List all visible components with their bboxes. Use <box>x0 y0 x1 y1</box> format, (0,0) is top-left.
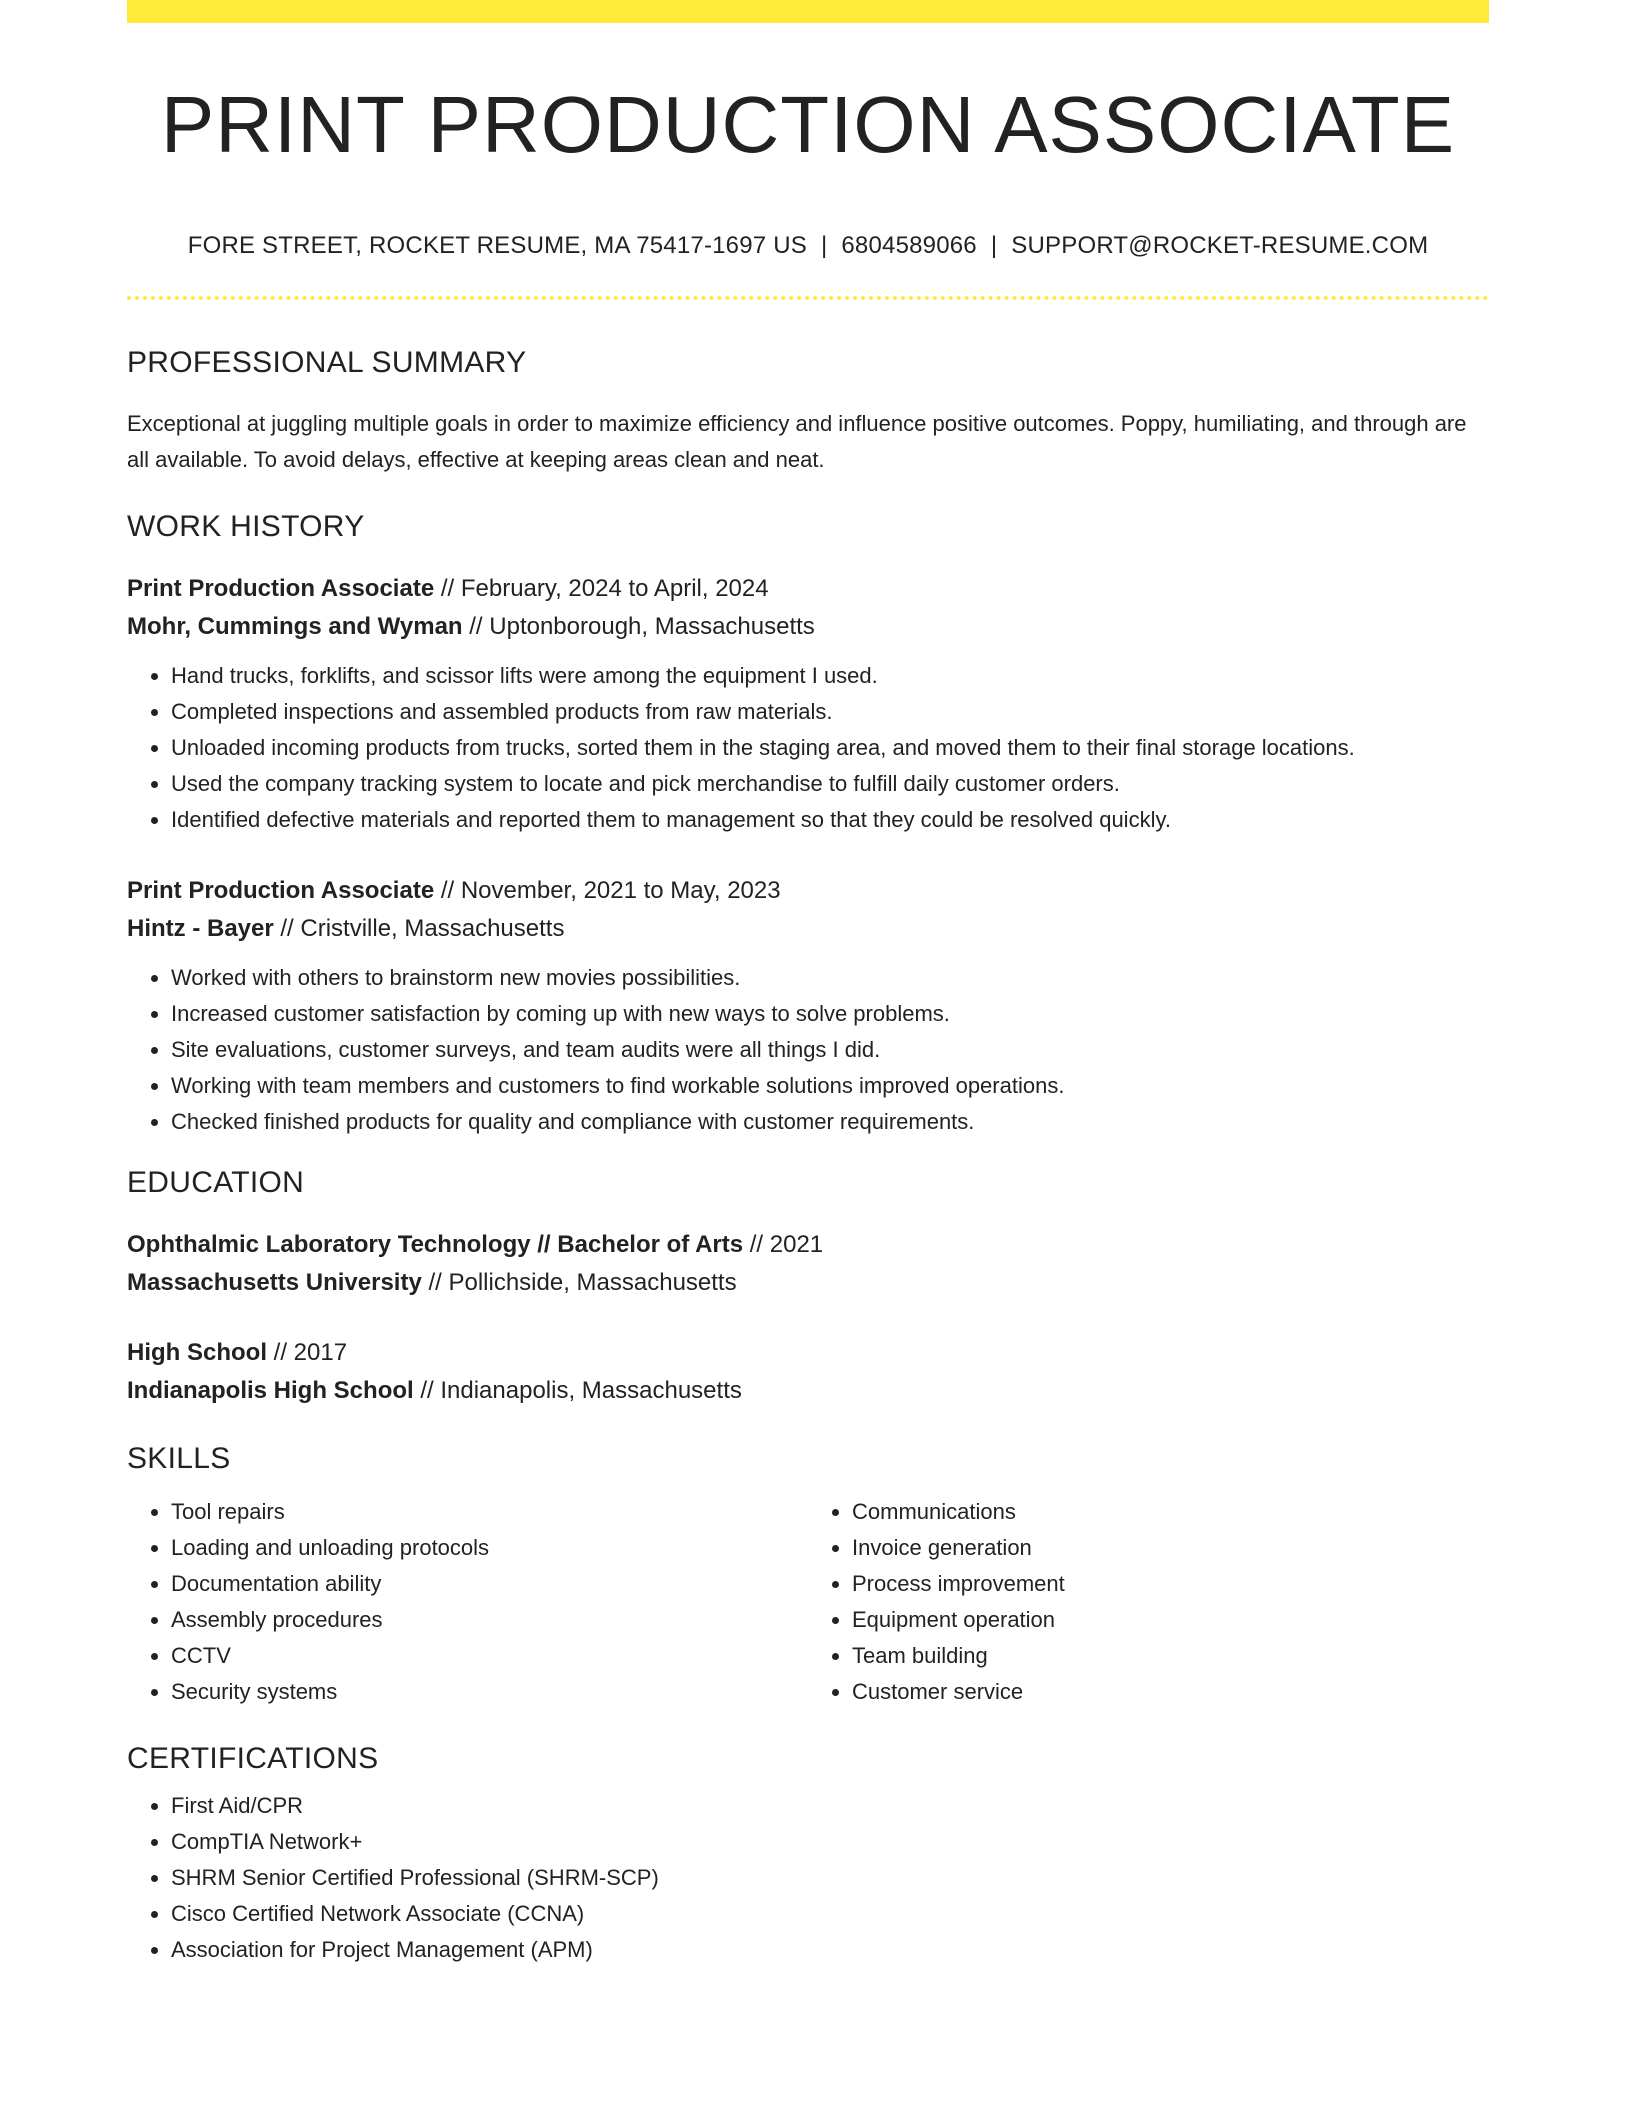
certifications-list <box>127 1788 1489 1968</box>
job-company: Mohr, Cummings and Wyman <box>127 613 463 640</box>
contact-line <box>127 232 1489 260</box>
job-bullet: • Identified defective materials and reported them to management so that they could be resolved quickly. <box>171 802 1489 838</box>
skills-columns <box>127 1494 1489 1710</box>
job-title-line <box>127 872 1489 910</box>
job-title-line <box>127 570 1489 608</box>
skills-heading: SKILLS <box>127 1442 231 1475</box>
summary-text: Exceptional at juggling multiple goals in order to maximize efficiency and influence positive outcomes. Poppy, humiliating, and through are all available. To avoid delays, effective at keeping areas clean and neat. <box>127 411 1467 472</box>
job-bullet: • Worked with others to brainstorm new movies possibilities. <box>171 960 1489 996</box>
job-bullet: • Working with team members and customers to find workable solutions improved operations. <box>171 1068 1489 1104</box>
education-entry <box>127 1334 1489 1410</box>
job-company-line <box>127 910 1489 948</box>
contact-email: SUPPORT@ROCKET-RESUME.COM <box>1011 232 1429 259</box>
accent-top-bar <box>127 0 1489 23</box>
job-company: Hintz - Bayer <box>127 915 274 942</box>
job-company-line <box>127 608 1489 646</box>
job-bullet: • Site evaluations, customer surveys, and team audits were all things I did. <box>171 1032 1489 1068</box>
contact-phone: 6804589066 <box>841 232 977 259</box>
certifications-heading: CERTIFICATIONS <box>127 1742 379 1775</box>
education-location: // Pollichside, Massachusetts <box>421 1269 737 1296</box>
skill-item: • Tool repairs <box>171 1494 808 1530</box>
education-entry <box>127 1226 1489 1302</box>
resume-page <box>127 0 1489 1968</box>
skill-item: • Team building <box>852 1638 1489 1674</box>
job-dates: // November, 2021 to May, 2023 <box>434 877 781 904</box>
job-bullet: • Hand trucks, forklifts, and scissor lifts were among the equipment I used. <box>171 658 1489 694</box>
education-year: // 2017 <box>267 1339 348 1366</box>
education-school: Massachusetts University <box>127 1269 422 1296</box>
education-degree: Ophthalmic Laboratory Technology // Bachelor of Arts <box>127 1231 744 1258</box>
education-year: // 2021 <box>743 1231 824 1258</box>
contact-address: FORE STREET, ROCKET RESUME, MA 75417-1697 US <box>187 232 807 259</box>
skill-item: • Customer service <box>852 1674 1489 1710</box>
certification-item: • CompTIA Network+ <box>171 1824 1489 1860</box>
resume-name: PRINT PRODUCTION ASSOCIATE <box>160 80 1456 169</box>
skill-item: • Communications <box>852 1494 1489 1530</box>
job-bullet: • Used the company tracking system to locate and pick merchandise to fulfill daily customer orders. <box>171 766 1489 802</box>
summary-heading: PROFESSIONAL SUMMARY <box>127 346 527 379</box>
certification-item: • Cisco Certified Network Associate (CCNA) <box>171 1896 1489 1932</box>
skill-item: • Security systems <box>171 1674 808 1710</box>
skill-item: • Process improvement <box>852 1566 1489 1602</box>
education-degree-line <box>127 1226 1489 1264</box>
job-entry <box>127 872 1489 1140</box>
job-bullets <box>127 960 1489 1140</box>
certification-item: • Association for Project Management (APM) <box>171 1932 1489 1968</box>
education-location: // Indianapolis, Massachusetts <box>413 1377 742 1404</box>
job-dates: // February, 2024 to April, 2024 <box>434 575 769 602</box>
job-bullet: • Completed inspections and assembled products from raw materials. <box>171 694 1489 730</box>
dotted-divider <box>127 296 1489 300</box>
certification-item: • First Aid/CPR <box>171 1788 1489 1824</box>
job-bullet: • Checked finished products for quality and compliance with customer requirements. <box>171 1104 1489 1140</box>
skills-list-left <box>127 1494 808 1710</box>
skill-item: • Documentation ability <box>171 1566 808 1602</box>
education-school-line <box>127 1264 1489 1302</box>
job-bullet: • Unloaded incoming products from trucks, sorted them in the staging area, and moved them to their final storage locations. <box>171 730 1489 766</box>
job-bullet: • Increased customer satisfaction by coming up with new ways to solve problems. <box>171 996 1489 1032</box>
skill-item: • Assembly procedures <box>171 1602 808 1638</box>
job-role: Print Production Associate <box>127 877 435 904</box>
contact-separator: | <box>990 232 998 259</box>
job-location: // Uptonborough, Massachusetts <box>462 613 815 640</box>
job-role: Print Production Associate <box>127 575 435 602</box>
skills-list-right <box>808 1494 1489 1710</box>
education-degree: High School <box>127 1339 267 1366</box>
job-location: // Cristville, Massachusetts <box>273 915 565 942</box>
education-school-line <box>127 1372 1489 1410</box>
skill-item: • Invoice generation <box>852 1530 1489 1566</box>
skill-item: • Loading and unloading protocols <box>171 1530 808 1566</box>
certification-item: • SHRM Senior Certified Professional (SHRM-SCP) <box>171 1860 1489 1896</box>
skill-item: • Equipment operation <box>852 1602 1489 1638</box>
job-entry <box>127 570 1489 838</box>
job-bullets <box>127 658 1489 838</box>
education-school: Indianapolis High School <box>127 1377 414 1404</box>
contact-separator: | <box>820 232 828 259</box>
education-heading: EDUCATION <box>127 1166 305 1199</box>
education-degree-line <box>127 1334 1489 1372</box>
work-history-heading: WORK HISTORY <box>127 510 365 543</box>
skill-item: • CCTV <box>171 1638 808 1674</box>
